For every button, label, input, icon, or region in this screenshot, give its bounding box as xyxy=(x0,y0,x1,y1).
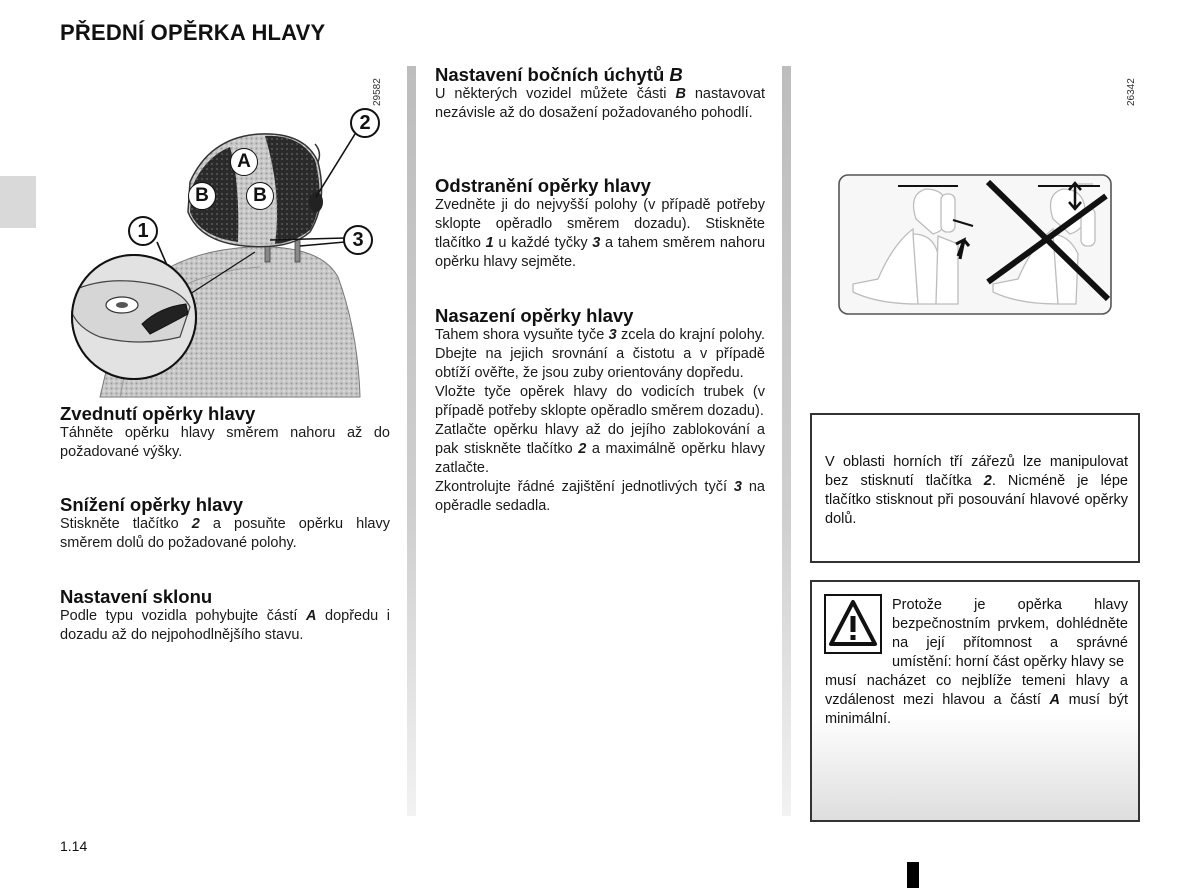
heading-side-supports: Nastavení bočních úchytů B xyxy=(435,64,683,85)
part-label-b-left: B xyxy=(188,182,216,210)
heading-tilt: Nastavení sklonu xyxy=(60,586,213,607)
text-side-supports: U některých vozidel můžete části B nastavovat nezávisle až do dosažení požadovaného pohodlí. xyxy=(435,86,765,121)
seat-position-figure xyxy=(838,174,1113,316)
text-refit-1: Tahem shora vysuňte tyče 3 zcela do krajní polohy. Dbejte na jejich srovnání a čistotu a v případě obtíží ověřte, že jsou zuby orientovány dopředu. xyxy=(435,327,765,381)
text-refit-3: Zatlačte opěrku hlavy až do jejího zablokování a pak stiskněte tlačítko 2 a maximálně opěrku hlavy zatlačte. xyxy=(435,422,765,476)
headrest-figure xyxy=(60,62,390,400)
heading-raise: Zvednutí opěrky hlavy xyxy=(60,403,256,424)
headrest-illustration xyxy=(60,62,390,400)
section-refit xyxy=(435,305,765,516)
section-lower xyxy=(60,494,390,553)
warning-triangle-icon xyxy=(824,594,882,654)
page-title: PŘEDNÍ OPĚRKA HLAVY xyxy=(60,20,326,45)
info-note-box xyxy=(810,413,1140,563)
text-lower: Stiskněte tlačítko 2 a posuňte opěrku hlavy směrem dolů do požadované polohy. xyxy=(60,516,390,551)
warning-box xyxy=(810,580,1140,822)
seat-position-illustration xyxy=(838,174,1113,316)
figure-number-left: 29582 xyxy=(372,78,383,106)
figure-number-right: 26342 xyxy=(1126,78,1137,106)
page-number: 1.14 xyxy=(60,838,88,854)
heading-lower: Snížení opěrky hlavy xyxy=(60,494,244,515)
callout-1: 1 xyxy=(128,216,158,246)
section-side-supports xyxy=(435,64,765,123)
text-refit-4: Zkontrolujte řádné zajištění jednotlivých tyčí 3 na opěradle sedadla. xyxy=(435,479,765,514)
callout-2: 2 xyxy=(350,108,380,138)
text-refit-2: Vložte tyče opěrek hlavy do vodicích trubek (v případě potřeby sklopte opěradlo směrem dozadu). xyxy=(435,384,765,419)
callout-3: 3 xyxy=(343,225,373,255)
info-note-text: V oblasti horních tří zářezů lze manipulovat bez stisknutí tlačítka 2. Nicméně je lépe tlačítko stisknout při posouvání hlavové opěrky dolů. xyxy=(825,454,1128,527)
column-divider-right xyxy=(782,66,791,816)
text-raise: Táhněte opěrku hlavy směrem nahoru až do požadované výšky. xyxy=(60,425,390,460)
warning-text-top: Protože je opěrka hlavy bezpečnostním prvkem, dohlédněte na její přítomnost a správné umístění: horní část opěrky hlavy se xyxy=(892,597,1128,670)
section-raise xyxy=(60,403,390,462)
page-edge-marker xyxy=(907,862,919,888)
section-remove xyxy=(435,175,765,272)
text-remove: Zvedněte ji do nejvyšší polohy (v případě potřeby sklopte opěradlo směrem dozadu). Stiskněte tlačítko 1 u každé tyčky 3 a tahem směrem nahoru opěrku hlavy sejměte. xyxy=(435,197,766,270)
heading-remove: Odstranění opěrky hlavy xyxy=(435,175,651,196)
heading-refit: Nasazení opěrky hlavy xyxy=(435,305,634,326)
warning-text-bottom: musí nacházet co nejblíže temeni hlavy a vzdálenost mezi hlavou a částí A musí být minimální. xyxy=(825,673,1128,727)
part-label-a: A xyxy=(230,148,258,176)
chapter-tab xyxy=(0,176,36,228)
column-divider-left xyxy=(407,66,416,816)
section-tilt xyxy=(60,586,390,645)
part-label-b-right: B xyxy=(246,182,274,210)
text-tilt: Podle typu vozidla pohybujte částí A dopředu i dozadu až do nejpohodlnějšího stavu. xyxy=(60,608,390,643)
